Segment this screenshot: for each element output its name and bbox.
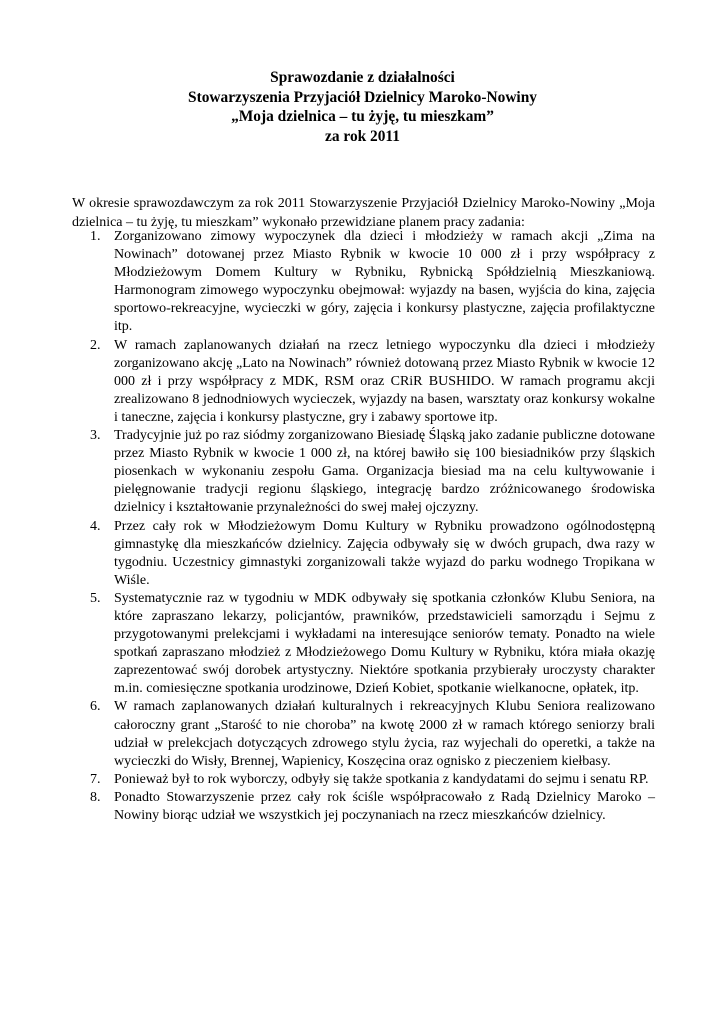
list-item — [72, 789, 655, 825]
list-item-text: Ponieważ był to rok wyborczy, odbyły się także spotkania z kandydatami do sejmu i senatu RP. — [114, 771, 649, 787]
list-item-number: 3. — [90, 428, 101, 444]
title-line-2: Stowarzyszenia Przyjaciół Dzielnicy Maroko-Nowiny — [188, 88, 537, 106]
title-line-1: Sprawozdanie z działalności — [270, 69, 455, 86]
list-item-text: Systematycznie raz w tygodniu w MDK odbywały się spotkania członków Klubu Seniora, na które zapraszano lekarzy, policjantów, prawników, przedstawicieli samorządu i Sejmu z przygotowanymi prelekcjami i wykładami na interesujące seniorów tematy. Ponadto na wiele spotkań zapraszano młodzież z Młodzieżowego Domu Kultury w Rybniku, która miała okazję zaprezentować swój dorobek artystyczny. Niektóre spotkania przybierały uroczysty charakter m.in. comiesięczne spotkania urodzinowe, Dzień Kobiet, spotkanie wielkanocne, opłatek, itp. — [114, 590, 655, 697]
task-list — [72, 228, 655, 825]
list-item-number: 7. — [90, 771, 101, 787]
list-item — [72, 228, 655, 337]
title-line-4: za rok 2011 — [325, 127, 400, 145]
list-item — [72, 698, 655, 770]
report-title — [0, 68, 725, 146]
title-line-3: „Moja dzielnica – tu żyję, tu mieszkam” — [231, 108, 494, 126]
list-item-text: W ramach zaplanowanych działań kulturalnych i rekreacyjnych Klubu Seniora realizowano całoroczny grant „Starość to nie choroba” na kwotę 2000 zł w ramach którego seniorzy brali udział w prelekcjach dotyczących zdrowego stylu życia, raz wyjechali do operetki, a także na wycieczki do Wisły, Brennej, Wapienicy, Koszęcina oraz ognisko z pieczeniem kiełbasy. — [114, 699, 655, 769]
list-item-number: 2. — [90, 337, 101, 353]
list-item — [72, 518, 655, 590]
list-item-text: Zorganizowano zimowy wypoczynek dla dzieci i młodzieży w ramach akcji „Zima na Nowinach” dotowanej przez Miasto Rybnik w kwocie 10 000 zł i przy współpracy z Młodzieżowym Domem Kultury w Rybniku, Rybnicką Spółdzielnią Mieszkaniową. Harmonogram zimowego wypoczynku obejmował: wyjazdy na basen, wyjścia do kina, zajęcia sportowo-rekreacyjne, wycieczki w góry, zajęcia i konkursy plastyczne, zajęcia profilaktyczne itp. — [114, 229, 655, 335]
list-item-text: Ponadto Stowarzyszenie przez cały rok ściśle współpracowało z Radą Dzielnicy Maroko – Nowiny biorąc udział we wszystkich jej poczynaniach na rzecz mieszkańców dzielnicy. — [114, 789, 655, 823]
list-item-number: 1. — [90, 229, 101, 244]
list-item-text: Tradycyjnie już po raz siódmy zorganizowano Biesiadę Śląską jako zadanie publiczne dotowane przez Miasto Rybnik w kwocie 1 000 zł, na której bawiło się 100 biesiadników przy śląskich piosenkach w wykonaniu zespołu Gama. Organizacja biesiad ma na celu kultywowanie i pielęgnowanie tradycji regionu śląskiego, integrację bardzo zróżnicowanego środowiska dzielnicy i kształtowanie przynależności do swej małej ojczyzny. — [114, 428, 655, 516]
list-item — [72, 427, 655, 517]
list-item — [72, 337, 655, 427]
list-item-number: 5. — [90, 590, 101, 606]
list-item-number: 6. — [90, 699, 101, 715]
list-item — [72, 590, 655, 699]
list-item-number: 4. — [90, 518, 101, 534]
intro-paragraph: W okresie sprawozdawczym za rok 2011 Stowarzyszenie Przyjaciół Dzielnicy Maroko-Nowiny „Moja dzielnica – tu żyję, tu mieszkam” wykonało przewidziane planem pracy zadania: — [72, 196, 655, 230]
list-item-text: W ramach zaplanowanych działań na rzecz letniego wypoczynku dla dzieci i młodzieży zorganizowano akcję „Lato na Nowinach” również dotowaną przez Miasto Rybnik w kwocie 12 000 zł i przy współpracy z MDK, RSM oraz CRiR BUSHIDO. W ramach programu akcji zrealizowano 8 jednodniowych wycieczek, wyjazdy na basen, warsztaty oraz konkursy wokalne i taneczne, zajęcia i konkursy plastyczne, gry i zabawy sportowe itp. — [114, 337, 655, 425]
list-item-number: 8. — [90, 789, 101, 805]
list-item-text: Przez cały rok w Młodzieżowym Domu Kultury w Rybniku prowadzono ogólnodostępną gimnastykę dla mieszkańców dzielnicy. Zajęcia odbywały się w dwóch grupach, dwa razy w tygodniu. Uczestnicy gimnastyki zorganizowali także wyjazd do parku wodnego Tropikana w Wiśle. — [114, 518, 655, 588]
list-item — [72, 771, 655, 789]
